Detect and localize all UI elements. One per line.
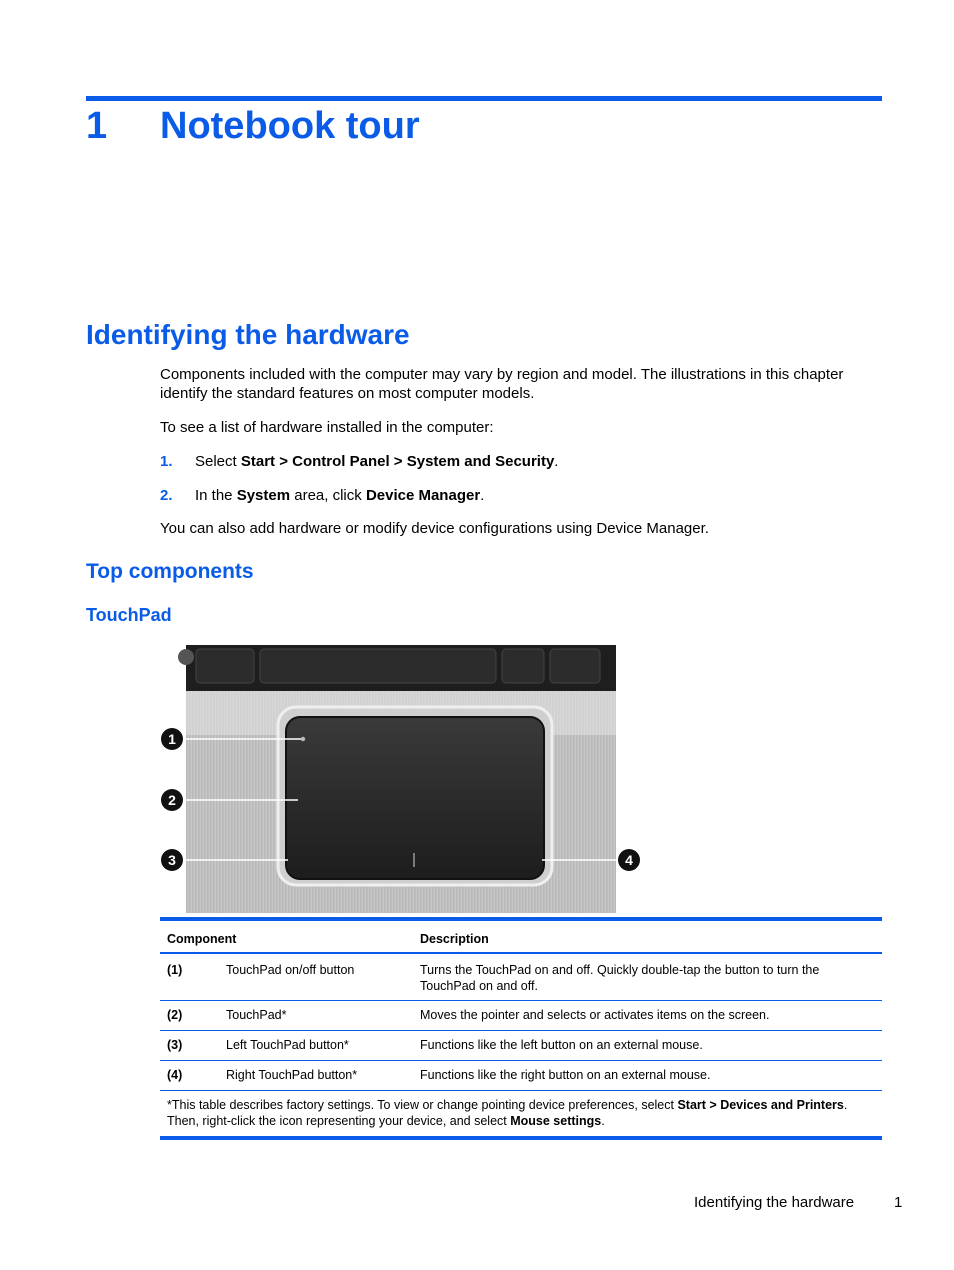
header-description: Description [420,932,489,946]
step-text: In the System area, click Device Manager. [195,487,485,504]
table-row: (3) Left TouchPad button* Functions like the left button on an external mouse. [160,1031,882,1061]
list-intro: To see a list of hardware installed in the computer: [160,419,494,436]
svg-text:3: 3 [168,852,176,868]
svg-text:4: 4 [625,852,633,868]
intro-paragraph: Components included with the computer may vary by region and model. The illustrations in this chapter identify the standard features on most computer models. [160,366,844,402]
page-number: 1 [894,1194,903,1211]
touchpad-illustration [160,645,644,913]
table-header [160,921,882,954]
table-row: (1) TouchPad on/off button Turns the TouchPad on and off. Quickly double-tap the button to turn the TouchPad on and off. [160,954,882,1001]
table-bottom-rule [160,1136,882,1140]
subsubsection-title: TouchPad [86,605,172,625]
svg-text:2: 2 [168,792,176,808]
step-text: Select Start > Control Panel > System and Security. [195,453,559,470]
table-row: (2) TouchPad* Moves the pointer and selects or activates items on the screen. [160,1001,882,1031]
chapter-number: 1 [86,105,108,147]
table-footnote: *This table describes factory settings. To view or change pointing device preferences, select Start > Devices and Printers. Then, right-click the icon representing your device, and select Mouse settings. [167,1098,848,1128]
header-component: Component [167,932,237,946]
outro-paragraph: You can also add hardware or modify device configurations using Device Manager. [160,520,709,537]
callout-1 [161,728,183,750]
chapter-title: Notebook tour [160,105,420,147]
subsection-title: Top components [86,560,254,583]
footer-section-name: Identifying the hardware [694,1194,855,1211]
step-number: 2. [160,487,173,504]
callout-4 [618,849,640,871]
callout-3 [161,849,183,871]
components-table [160,917,882,1140]
svg-text:1: 1 [168,731,176,747]
step-number: 1. [160,453,173,470]
section-title: Identifying the hardware [86,319,410,350]
table-row: (4) Right TouchPad button* Functions like the right button on an external mouse. [160,1061,882,1091]
callout-2 [161,789,183,811]
